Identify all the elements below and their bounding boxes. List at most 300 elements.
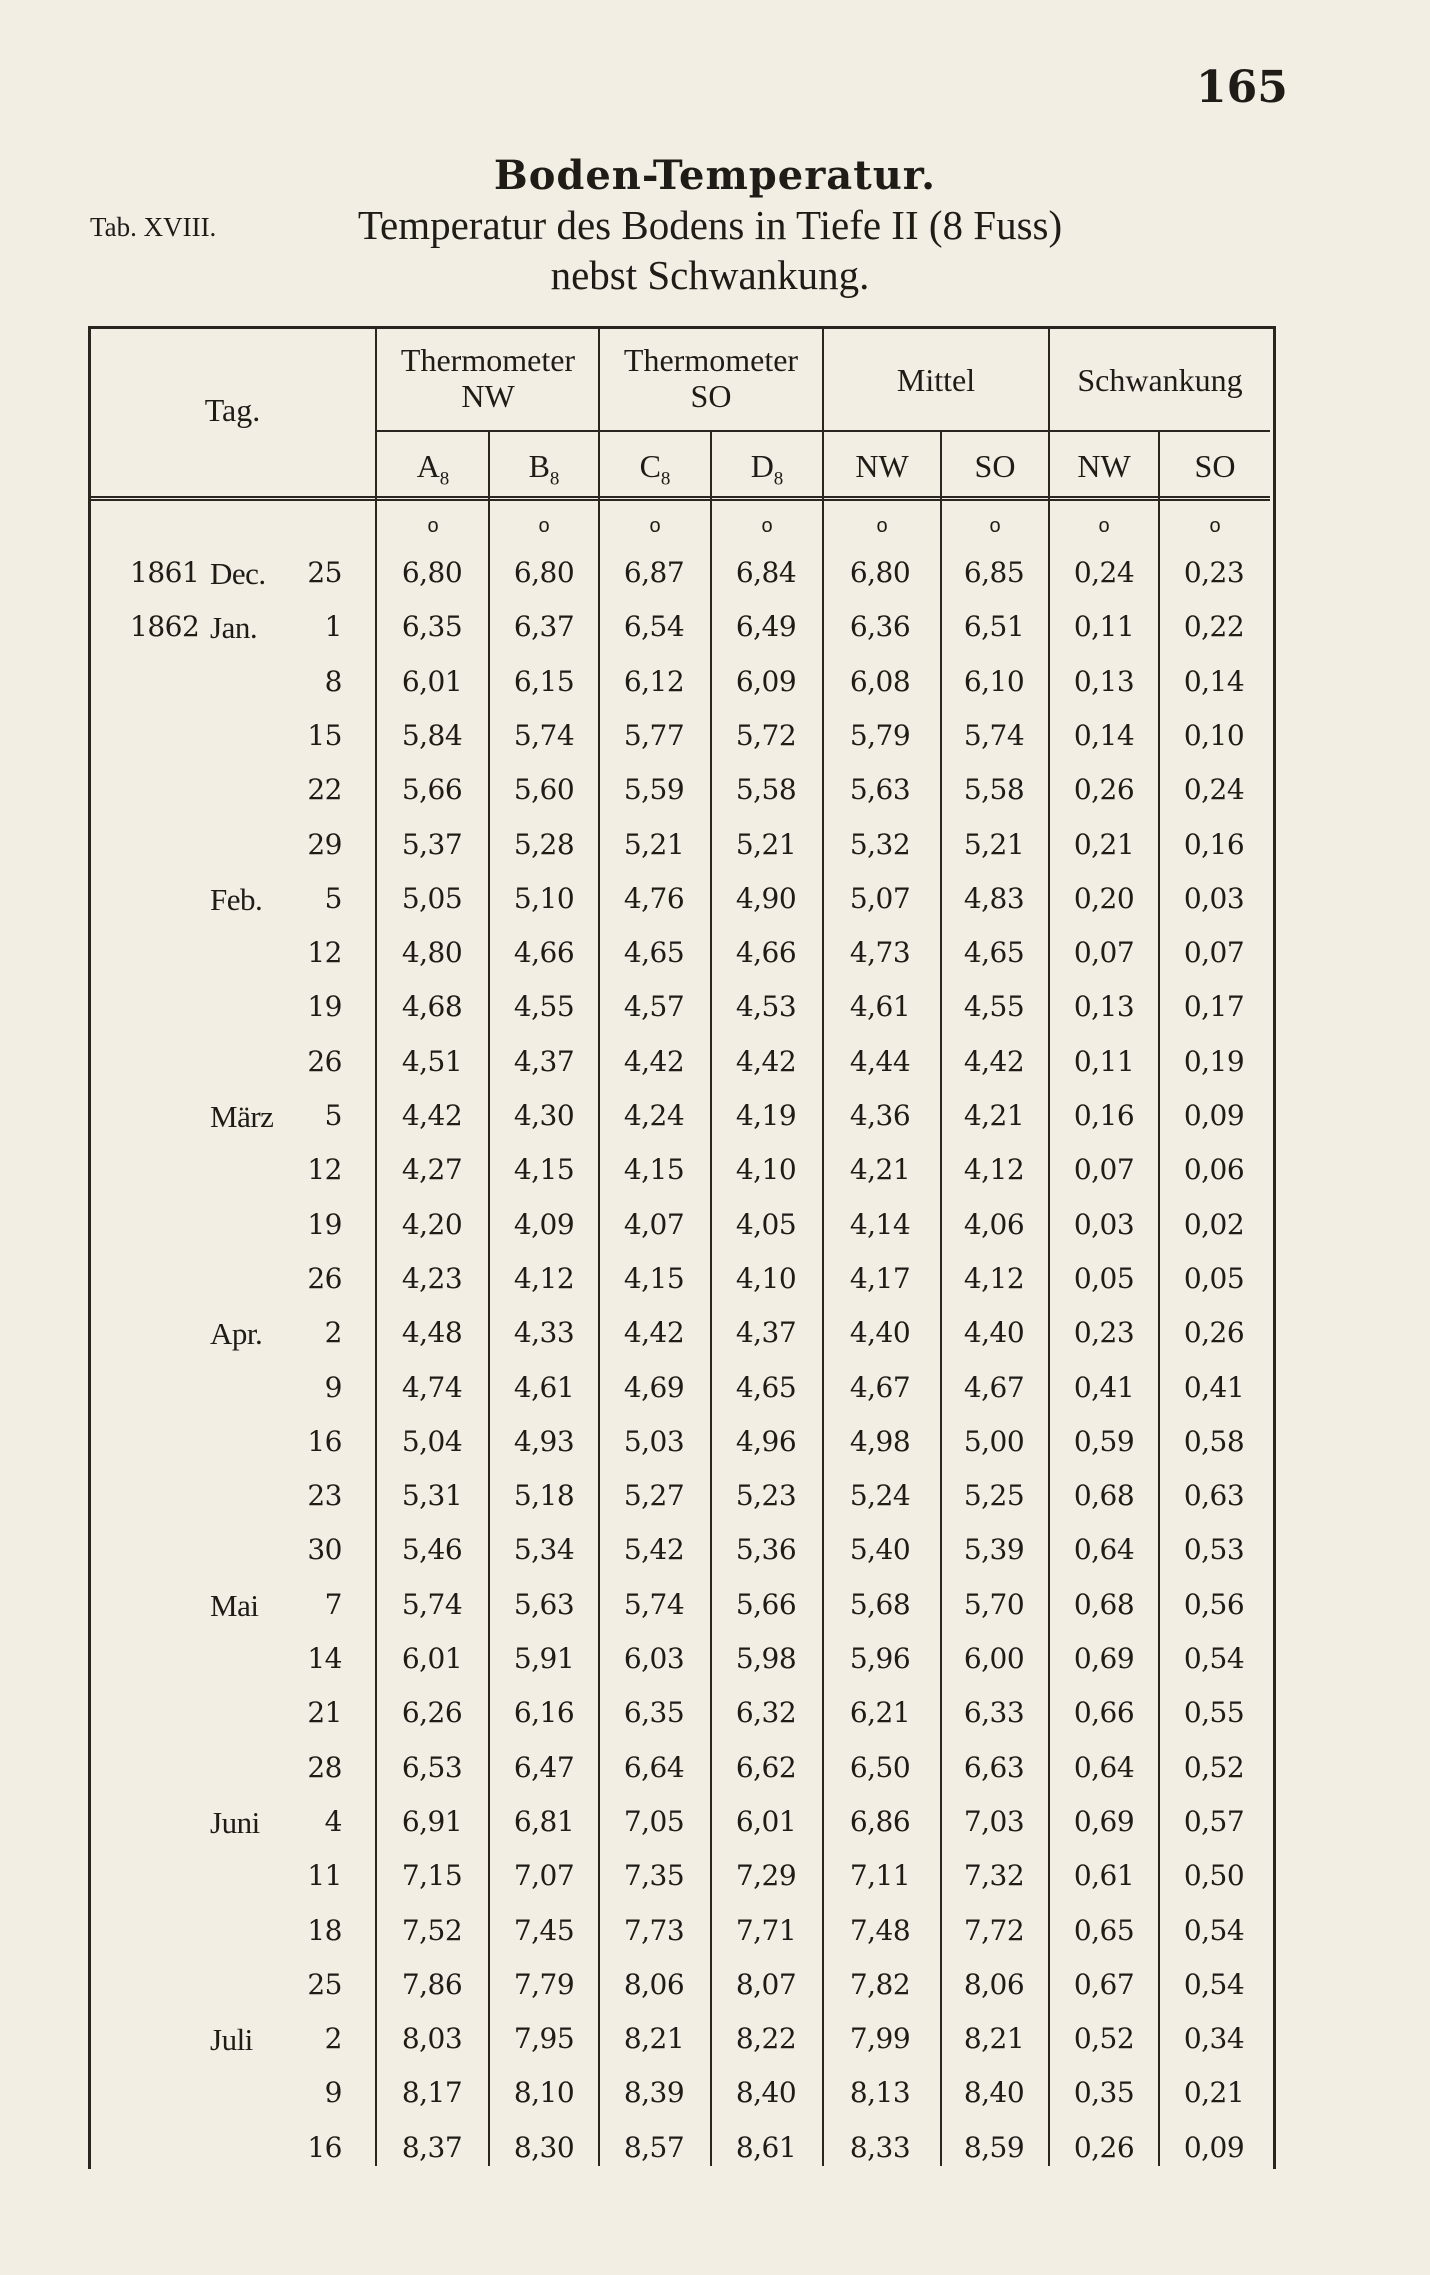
cell-mittel-so: 6,10: [963, 665, 1025, 698]
cell-mittel-so: 8,21: [963, 2022, 1025, 2055]
caption-line-2: nebst Schwankung.: [550, 252, 870, 298]
cell-schwankung-nw: 0,59: [1073, 1425, 1135, 1458]
cell-day: 30: [307, 1533, 342, 1566]
cell-mittel-nw: 6,86: [849, 1805, 911, 1838]
cell-d8: 6,01: [735, 1805, 797, 1838]
cell-mittel-so: 4,21: [963, 1099, 1025, 1132]
cell-a8: 4,74: [401, 1371, 463, 1404]
cell-schwankung-nw: 0,20: [1073, 882, 1135, 915]
degree-mark: o: [1209, 515, 1221, 537]
cell-b8: 5,18: [513, 1479, 575, 1512]
cell-month: Jan.: [210, 610, 258, 645]
cell-schwankung-so: 0,06: [1183, 1153, 1245, 1186]
cell-mittel-nw: 6,21: [849, 1696, 911, 1729]
cell-schwankung-so: 0,05: [1183, 1262, 1245, 1295]
cell-month: Feb.: [210, 882, 263, 917]
cell-schwankung-so: 0,52: [1183, 1751, 1245, 1784]
cell-schwankung-nw: 0,41: [1073, 1371, 1135, 1404]
header-d8: $D_8$: [750, 448, 784, 490]
cell-b8: 7,07: [513, 1859, 575, 1892]
cell-schwankung-nw: 0,65: [1073, 1914, 1135, 1947]
cell-schwankung-so: 0,03: [1183, 882, 1245, 915]
cell-day: 15: [307, 719, 342, 752]
header-a8: $A_8$: [416, 448, 450, 490]
cell-a8: 4,80: [401, 936, 463, 969]
cell-schwankung-nw: 0,16: [1073, 1099, 1135, 1132]
cell-schwankung-so: 0,19: [1183, 1045, 1245, 1078]
cell-d8: 6,32: [735, 1696, 797, 1729]
degree-mark: o: [1098, 515, 1110, 537]
cell-mittel-nw: 5,32: [849, 828, 911, 861]
header-b8: $B_8$: [528, 448, 560, 490]
cell-c8: 4,07: [623, 1208, 685, 1241]
cell-mittel-nw: 8,33: [849, 2131, 911, 2164]
cell-a8: 7,52: [401, 1914, 463, 1947]
cell-d8: 7,71: [735, 1914, 797, 1947]
cell-day: 26: [307, 1045, 342, 1078]
cell-b8: 5,63: [513, 1588, 575, 1621]
cell-mittel-so: 7,03: [963, 1805, 1025, 1838]
cell-day: 23: [307, 1479, 342, 1512]
cell-a8: 6,80: [401, 556, 463, 589]
degree-mark: o: [649, 515, 661, 537]
cell-d8: 5,58: [735, 773, 797, 806]
cell-a8: 4,42: [401, 1099, 463, 1132]
header-schwankung: Schwankung: [1077, 362, 1243, 398]
caption-line-1: Temperatur des Bodens in Tiefe II (8 Fuss): [357, 202, 1063, 248]
header-thermometer-nw: Thermometer NW: [400, 342, 576, 414]
cell-month: Apr.: [210, 1316, 263, 1351]
cell-schwankung-nw: 0,26: [1073, 2131, 1135, 2164]
cell-c8: 4,15: [623, 1153, 685, 1186]
cell-schwankung-nw: 0,68: [1073, 1479, 1135, 1512]
cell-mittel-nw: 4,98: [849, 1425, 911, 1458]
degree-mark: o: [427, 515, 439, 537]
header-thermometer-so: Thermometer SO: [623, 342, 799, 414]
cell-mittel-so: 5,25: [963, 1479, 1025, 1512]
cell-a8: 6,26: [401, 1696, 463, 1729]
cell-month: Juli: [210, 2022, 253, 2057]
cell-d8: 6,49: [735, 610, 797, 643]
cell-mittel-nw: 5,96: [849, 1642, 911, 1675]
cell-c8: 5,42: [623, 1533, 685, 1566]
cell-mittel-nw: 6,36: [849, 610, 911, 643]
cell-day: 7: [324, 1588, 342, 1621]
cell-c8: 6,64: [623, 1751, 685, 1784]
cell-d8: 4,96: [735, 1425, 797, 1458]
cell-b8: 4,66: [513, 936, 575, 969]
cell-d8: 5,21: [735, 828, 797, 861]
cell-c8: 5,21: [623, 828, 685, 861]
cell-a8: 4,27: [401, 1153, 463, 1186]
cell-day: 22: [307, 773, 342, 806]
cell-mittel-so: 8,40: [963, 2076, 1025, 2109]
cell-d8: 5,98: [735, 1642, 797, 1675]
cell-a8: 7,15: [401, 1859, 463, 1892]
cell-mittel-so: 4,40: [963, 1316, 1025, 1349]
cell-schwankung-so: 0,53: [1183, 1533, 1245, 1566]
cell-schwankung-so: 0,16: [1183, 828, 1245, 861]
cell-day: 26: [307, 1262, 342, 1295]
cell-a8: 5,31: [401, 1479, 463, 1512]
cell-day: 25: [307, 556, 342, 589]
cell-mittel-so: 5,74: [963, 719, 1025, 752]
cell-b8: 5,28: [513, 828, 575, 861]
cell-a8: 8,37: [401, 2131, 463, 2164]
cell-schwankung-so: 0,10: [1183, 719, 1245, 752]
cell-schwankung-so: 0,34: [1183, 2022, 1245, 2055]
cell-schwankung-nw: 0,14: [1073, 719, 1135, 752]
cell-day: 28: [307, 1751, 342, 1784]
cell-mittel-nw: 5,40: [849, 1533, 911, 1566]
header-schwankung-nw: NW: [1077, 448, 1131, 484]
cell-a8: 4,68: [401, 990, 463, 1023]
cell-schwankung-nw: 0,52: [1073, 2022, 1135, 2055]
cell-schwankung-so: 0,07: [1183, 936, 1245, 969]
cell-schwankung-so: 0,22: [1183, 610, 1245, 643]
cell-a8: 6,35: [401, 610, 463, 643]
cell-a8: 8,03: [401, 2022, 463, 2055]
cell-d8: 4,53: [735, 990, 797, 1023]
cell-b8: 5,91: [513, 1642, 575, 1675]
cell-mittel-so: 6,51: [963, 610, 1025, 643]
cell-schwankung-nw: 0,05: [1073, 1262, 1135, 1295]
cell-month: März: [210, 1099, 274, 1134]
header-mittel: Mittel: [896, 362, 976, 398]
cell-b8: 7,79: [513, 1968, 575, 2001]
cell-schwankung-nw: 0,07: [1073, 1153, 1135, 1186]
cell-d8: 6,62: [735, 1751, 797, 1784]
cell-d8: 4,10: [735, 1153, 797, 1186]
cell-b8: 8,30: [513, 2131, 575, 2164]
cell-c8: 5,77: [623, 719, 685, 752]
cell-day: 11: [307, 1859, 342, 1892]
cell-d8: 4,05: [735, 1208, 797, 1241]
cell-d8: 4,42: [735, 1045, 797, 1078]
cell-c8: 4,15: [623, 1262, 685, 1295]
cell-schwankung-nw: 0,07: [1073, 936, 1135, 969]
cell-mittel-so: 6,85: [963, 556, 1025, 589]
cell-c8: 4,69: [623, 1371, 685, 1404]
cell-schwankung-so: 0,54: [1183, 1914, 1245, 1947]
cell-c8: 4,24: [623, 1099, 685, 1132]
cell-schwankung-nw: 0,64: [1073, 1751, 1135, 1784]
header-c8: $C_8$: [639, 448, 671, 490]
cell-d8: 8,07: [735, 1968, 797, 2001]
cell-schwankung-so: 0,24: [1183, 773, 1245, 806]
cell-c8: 7,05: [623, 1805, 685, 1838]
cell-b8: 8,10: [513, 2076, 575, 2109]
cell-schwankung-so: 0,21: [1183, 2076, 1245, 2109]
cell-schwankung-so: 0,14: [1183, 665, 1245, 698]
cell-day: 14: [307, 1642, 342, 1675]
cell-c8: 6,35: [623, 1696, 685, 1729]
cell-d8: 6,84: [735, 556, 797, 589]
cell-d8: 5,23: [735, 1479, 797, 1512]
cell-schwankung-so: 0,63: [1183, 1479, 1245, 1512]
cell-d8: 4,10: [735, 1262, 797, 1295]
cell-schwankung-nw: 0,69: [1073, 1642, 1135, 1675]
cell-a8: 5,37: [401, 828, 463, 861]
cell-mittel-nw: 7,99: [849, 2022, 911, 2055]
cell-schwankung-so: 0,55: [1183, 1696, 1245, 1729]
cell-mittel-nw: 4,40: [849, 1316, 911, 1349]
cell-d8: 5,66: [735, 1588, 797, 1621]
cell-day: 2: [324, 2022, 342, 2055]
cell-schwankung-nw: 0,61: [1073, 1859, 1135, 1892]
cell-b8: 7,45: [513, 1914, 575, 1947]
cell-mittel-nw: 8,13: [849, 2076, 911, 2109]
cell-a8: 5,66: [401, 773, 463, 806]
cell-mittel-so: 5,58: [963, 773, 1025, 806]
cell-mittel-so: 4,67: [963, 1371, 1025, 1404]
cell-schwankung-nw: 0,24: [1073, 556, 1135, 589]
cell-mittel-so: 4,65: [963, 936, 1025, 969]
cell-mittel-so: 6,33: [963, 1696, 1025, 1729]
cell-d8: 4,66: [735, 936, 797, 969]
cell-month: Dec.: [210, 556, 266, 591]
cell-mittel-nw: 4,36: [849, 1099, 911, 1132]
cell-day: 18: [307, 1914, 342, 1947]
cell-month: Juni: [210, 1805, 260, 1840]
cell-schwankung-nw: 0,68: [1073, 1588, 1135, 1621]
cell-a8: 5,46: [401, 1533, 463, 1566]
cell-c8: 4,42: [623, 1045, 685, 1078]
cell-b8: 4,12: [513, 1262, 575, 1295]
cell-month: Mai: [210, 1588, 259, 1623]
cell-mittel-so: 5,39: [963, 1533, 1025, 1566]
cell-mittel-so: 6,00: [963, 1642, 1025, 1675]
cell-c8: 4,65: [623, 936, 685, 969]
cell-schwankung-nw: 0,67: [1073, 1968, 1135, 2001]
cell-b8: 6,37: [513, 610, 575, 643]
cell-b8: 5,74: [513, 719, 575, 752]
cell-c8: 5,74: [623, 1588, 685, 1621]
cell-schwankung-nw: 0,03: [1073, 1208, 1135, 1241]
cell-b8: 4,61: [513, 1371, 575, 1404]
cell-schwankung-nw: 0,23: [1073, 1316, 1135, 1349]
cell-a8: 6,01: [401, 665, 463, 698]
cell-d8: 4,37: [735, 1316, 797, 1349]
cell-mittel-so: 4,06: [963, 1208, 1025, 1241]
cell-day: 12: [307, 1153, 342, 1186]
cell-mittel-nw: 5,68: [849, 1588, 911, 1621]
cell-mittel-nw: 4,14: [849, 1208, 911, 1241]
cell-c8: 5,03: [623, 1425, 685, 1458]
cell-day: 9: [324, 2076, 342, 2109]
cell-mittel-nw: 5,63: [849, 773, 911, 806]
cell-a8: 4,51: [401, 1045, 463, 1078]
cell-c8: 8,57: [623, 2131, 685, 2164]
cell-schwankung-so: 0,57: [1183, 1805, 1245, 1838]
cell-mittel-so: 8,06: [963, 1968, 1025, 2001]
cell-d8: 7,29: [735, 1859, 797, 1892]
cell-a8: 8,17: [401, 2076, 463, 2109]
cell-schwankung-so: 0,09: [1183, 1099, 1245, 1132]
cell-a8: 5,84: [401, 719, 463, 752]
cell-d8: 6,09: [735, 665, 797, 698]
degree-mark: o: [761, 515, 773, 537]
cell-b8: 4,37: [513, 1045, 575, 1078]
cell-schwankung-so: 0,17: [1183, 990, 1245, 1023]
cell-mittel-so: 5,00: [963, 1425, 1025, 1458]
cell-a8: 4,48: [401, 1316, 463, 1349]
cell-schwankung-nw: 0,13: [1073, 665, 1135, 698]
cell-b8: 6,80: [513, 556, 575, 589]
cell-day: 5: [324, 882, 342, 915]
cell-day: 5: [324, 1099, 342, 1132]
header-mittel-so: SO: [974, 448, 1016, 484]
cell-b8: 4,93: [513, 1425, 575, 1458]
cell-schwankung-so: 0,54: [1183, 1968, 1245, 2001]
cell-c8: 8,21: [623, 2022, 685, 2055]
cell-mittel-so: 5,21: [963, 828, 1025, 861]
cell-c8: 4,57: [623, 990, 685, 1023]
cell-mittel-so: 4,83: [963, 882, 1025, 915]
cell-mittel-nw: 4,61: [849, 990, 911, 1023]
cell-b8: 4,09: [513, 1208, 575, 1241]
cell-b8: 5,34: [513, 1533, 575, 1566]
cell-d8: 8,61: [735, 2131, 797, 2164]
cell-day: 9: [324, 1371, 342, 1404]
header-tag: Tag.: [204, 392, 261, 428]
cell-schwankung-so: 0,50: [1183, 1859, 1245, 1892]
cell-day: 19: [307, 990, 342, 1023]
table-label: Tab. XVIII.: [90, 212, 217, 242]
cell-mittel-so: 5,70: [963, 1588, 1025, 1621]
cell-day: 21: [307, 1696, 342, 1729]
page-title: Boden-Temperatur.: [493, 152, 937, 199]
cell-day: 12: [307, 936, 342, 969]
cell-a8: 4,23: [401, 1262, 463, 1295]
cell-a8: 6,53: [401, 1751, 463, 1784]
cell-b8: 4,55: [513, 990, 575, 1023]
cell-schwankung-nw: 0,66: [1073, 1696, 1135, 1729]
cell-schwankung-nw: 0,69: [1073, 1805, 1135, 1838]
cell-schwankung-so: 0,09: [1183, 2131, 1245, 2164]
cell-c8: 6,12: [623, 665, 685, 698]
cell-mittel-nw: 4,21: [849, 1153, 911, 1186]
cell-mittel-nw: 6,50: [849, 1751, 911, 1784]
cell-b8: 6,15: [513, 665, 575, 698]
degree-mark: o: [876, 515, 888, 537]
cell-c8: 5,27: [623, 1479, 685, 1512]
cell-mittel-so: 7,72: [963, 1914, 1025, 1947]
cell-a8: 7,86: [401, 1968, 463, 2001]
cell-a8: 5,74: [401, 1588, 463, 1621]
cell-mittel-so: 4,55: [963, 990, 1025, 1023]
header-schwankung-so: SO: [1194, 448, 1236, 484]
cell-mittel-nw: 7,11: [849, 1859, 911, 1892]
cell-mittel-nw: 4,17: [849, 1262, 911, 1295]
cell-d8: 5,36: [735, 1533, 797, 1566]
cell-mittel-so: 8,59: [963, 2131, 1025, 2164]
cell-schwankung-nw: 0,21: [1073, 828, 1135, 861]
cell-mittel-so: 4,12: [963, 1153, 1025, 1186]
cell-day: 16: [307, 1425, 342, 1458]
cell-c8: 8,39: [623, 2076, 685, 2109]
cell-schwankung-so: 0,54: [1183, 1642, 1245, 1675]
degree-mark: o: [538, 515, 550, 537]
cell-b8: 4,33: [513, 1316, 575, 1349]
cell-mittel-so: 6,63: [963, 1751, 1025, 1784]
cell-a8: 6,01: [401, 1642, 463, 1675]
cell-schwankung-nw: 0,11: [1073, 1045, 1135, 1078]
page-number: 165: [1196, 62, 1288, 113]
cell-mittel-nw: 4,73: [849, 936, 911, 969]
cell-day: 8: [324, 665, 342, 698]
cell-c8: 5,59: [623, 773, 685, 806]
cell-mittel-so: 4,42: [963, 1045, 1025, 1078]
cell-d8: 5,72: [735, 719, 797, 752]
cell-c8: 7,35: [623, 1859, 685, 1892]
cell-schwankung-so: 0,58: [1183, 1425, 1245, 1458]
degree-mark: o: [989, 515, 1001, 537]
cell-a8: 6,91: [401, 1805, 463, 1838]
cell-c8: 8,06: [623, 1968, 685, 2001]
cell-b8: 7,95: [513, 2022, 575, 2055]
cell-schwankung-so: 0,56: [1183, 1588, 1245, 1621]
cell-schwankung-so: 0,26: [1183, 1316, 1245, 1349]
cell-mittel-so: 7,32: [963, 1859, 1025, 1892]
cell-b8: 5,60: [513, 773, 575, 806]
cell-schwankung-nw: 0,26: [1073, 773, 1135, 806]
cell-mittel-nw: 7,48: [849, 1914, 911, 1947]
cell-schwankung-so: 0,02: [1183, 1208, 1245, 1241]
cell-b8: 6,16: [513, 1696, 575, 1729]
cell-b8: 4,15: [513, 1153, 575, 1186]
cell-c8: 4,76: [623, 882, 685, 915]
cell-b8: 6,81: [513, 1805, 575, 1838]
cell-day: 2: [324, 1316, 342, 1349]
cell-a8: 5,05: [401, 882, 463, 915]
header-mittel-nw: NW: [855, 448, 909, 484]
cell-schwankung-nw: 0,35: [1073, 2076, 1135, 2109]
cell-d8: 4,65: [735, 1371, 797, 1404]
cell-schwankung-nw: 0,64: [1073, 1533, 1135, 1566]
cell-d8: 8,22: [735, 2022, 797, 2055]
cell-mittel-nw: 6,08: [849, 665, 911, 698]
cell-b8: 4,30: [513, 1099, 575, 1132]
cell-d8: 4,19: [735, 1099, 797, 1132]
cell-c8: 6,87: [623, 556, 685, 589]
cell-schwankung-so: 0,41: [1183, 1371, 1245, 1404]
cell-mittel-nw: 5,79: [849, 719, 911, 752]
cell-day: 16: [307, 2131, 342, 2164]
cell-year: 1861: [130, 556, 200, 589]
cell-year: 1862: [130, 610, 200, 643]
cell-c8: 7,73: [623, 1914, 685, 1947]
cell-mittel-nw: 4,67: [849, 1371, 911, 1404]
cell-day: 19: [307, 1208, 342, 1241]
cell-a8: 4,20: [401, 1208, 463, 1241]
cell-mittel-nw: 5,24: [849, 1479, 911, 1512]
cell-day: 4: [324, 1805, 342, 1838]
cell-mittel-nw: 6,80: [849, 556, 911, 589]
cell-mittel-nw: 4,44: [849, 1045, 911, 1078]
cell-mittel-nw: 7,82: [849, 1968, 911, 2001]
cell-c8: 6,54: [623, 610, 685, 643]
cell-schwankung-nw: 0,13: [1073, 990, 1135, 1023]
cell-schwankung-so: 0,23: [1183, 556, 1245, 589]
cell-day: 25: [307, 1968, 342, 2001]
cell-b8: 5,10: [513, 882, 575, 915]
cell-a8: 5,04: [401, 1425, 463, 1458]
cell-d8: 8,40: [735, 2076, 797, 2109]
cell-day: 29: [307, 828, 342, 861]
cell-day: 1: [324, 610, 342, 643]
cell-d8: 4,90: [735, 882, 797, 915]
